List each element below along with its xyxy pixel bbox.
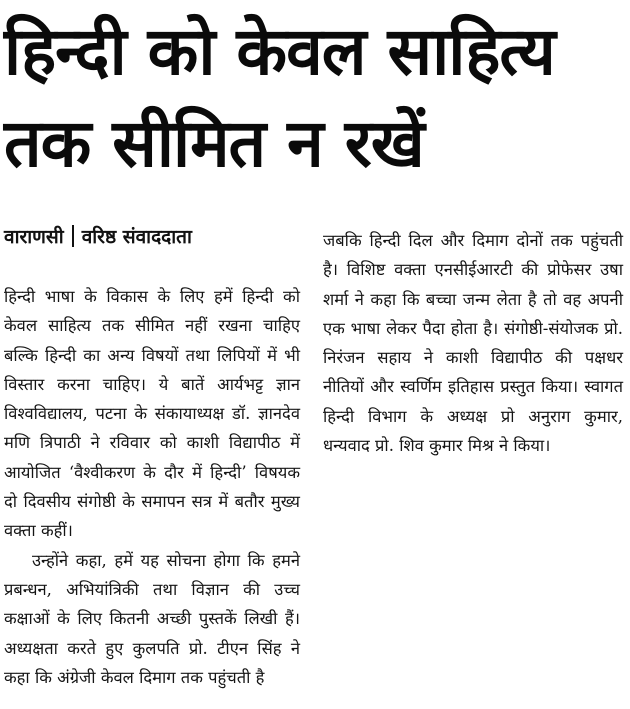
paragraph-2-start: उन्होंने कहा, हमें यह सोचना होगा कि हमने प्रबन्धन, अभियांत्रिकी तथा विज्ञान की उच्च कक्षाओं के लिए कितनी अच्छी पुस्तकें लिखी हैं। अध्यक्षता करते हुए कुलपति प्रो. टीएन सिंह ने कहा कि अंग्रेजी केवल दिमाग तक पहुंचती है bbox=[4, 550, 300, 687]
paragraph-2-continued: जबकि हिन्दी दिल और दिमाग दोनों तक पहुंचती है। विशिष्ट वक्ता एनसीईआरटी की प्रोफेसर उषा शर्मा ने कहा कि बच्चा जन्म लेता है तो वह अपनी एक भाषा लेकर पैदा होता है। संगोष्ठी-संयोजक प्रो. निरंजन सहाय ने काशी विद्यापीठ की पक्षधर नीतियों और स्वर्णिम इतिहास प्रस्तुत किया। स्वागत हिन्दी विभाग के अध्यक्ष प्रो अनुराग कुमार, धन्यवाद प्रो. शिव कुमार मिश्र ने किया। bbox=[323, 231, 623, 456]
dateline-divider bbox=[72, 225, 74, 247]
byline: वरिष्ठ संवाददाता bbox=[81, 226, 192, 248]
paragraph-1: हिन्दी भाषा के विकास के लिए हमें हिन्दी को केवल साहित्य तक सीमित नहीं रखना चाहिए बल्कि हिन्दी का अन्य विषयों तथा लिपियों में भी विस्तार करना चाहिए। ये बातें आर्यभट्ट ज्ञान विश्वविद्यालय, पटना के संकायाध्यक्ष डॉ. ज्ञानदेव मणि त्रिपाठी ने रविवार को काशी विद्यापीठ में आयोजित ‘वैश्वीकरण के दौर में हिन्दी’ विषयक दो दिवसीय संगोष्ठी के समापन सत्र में बतौर मुख्य वक्ता कहीं। bbox=[4, 287, 300, 541]
article-column-left bbox=[4, 282, 300, 692]
headline bbox=[4, 6, 624, 190]
headline-line-2: तक सीमित न रखें bbox=[4, 105, 424, 182]
headline-line-1: हिन्दी को केवल साहित्य bbox=[4, 13, 555, 90]
location: वाराणसी bbox=[4, 226, 64, 248]
article-column-right bbox=[323, 226, 623, 460]
dateline bbox=[4, 222, 192, 252]
